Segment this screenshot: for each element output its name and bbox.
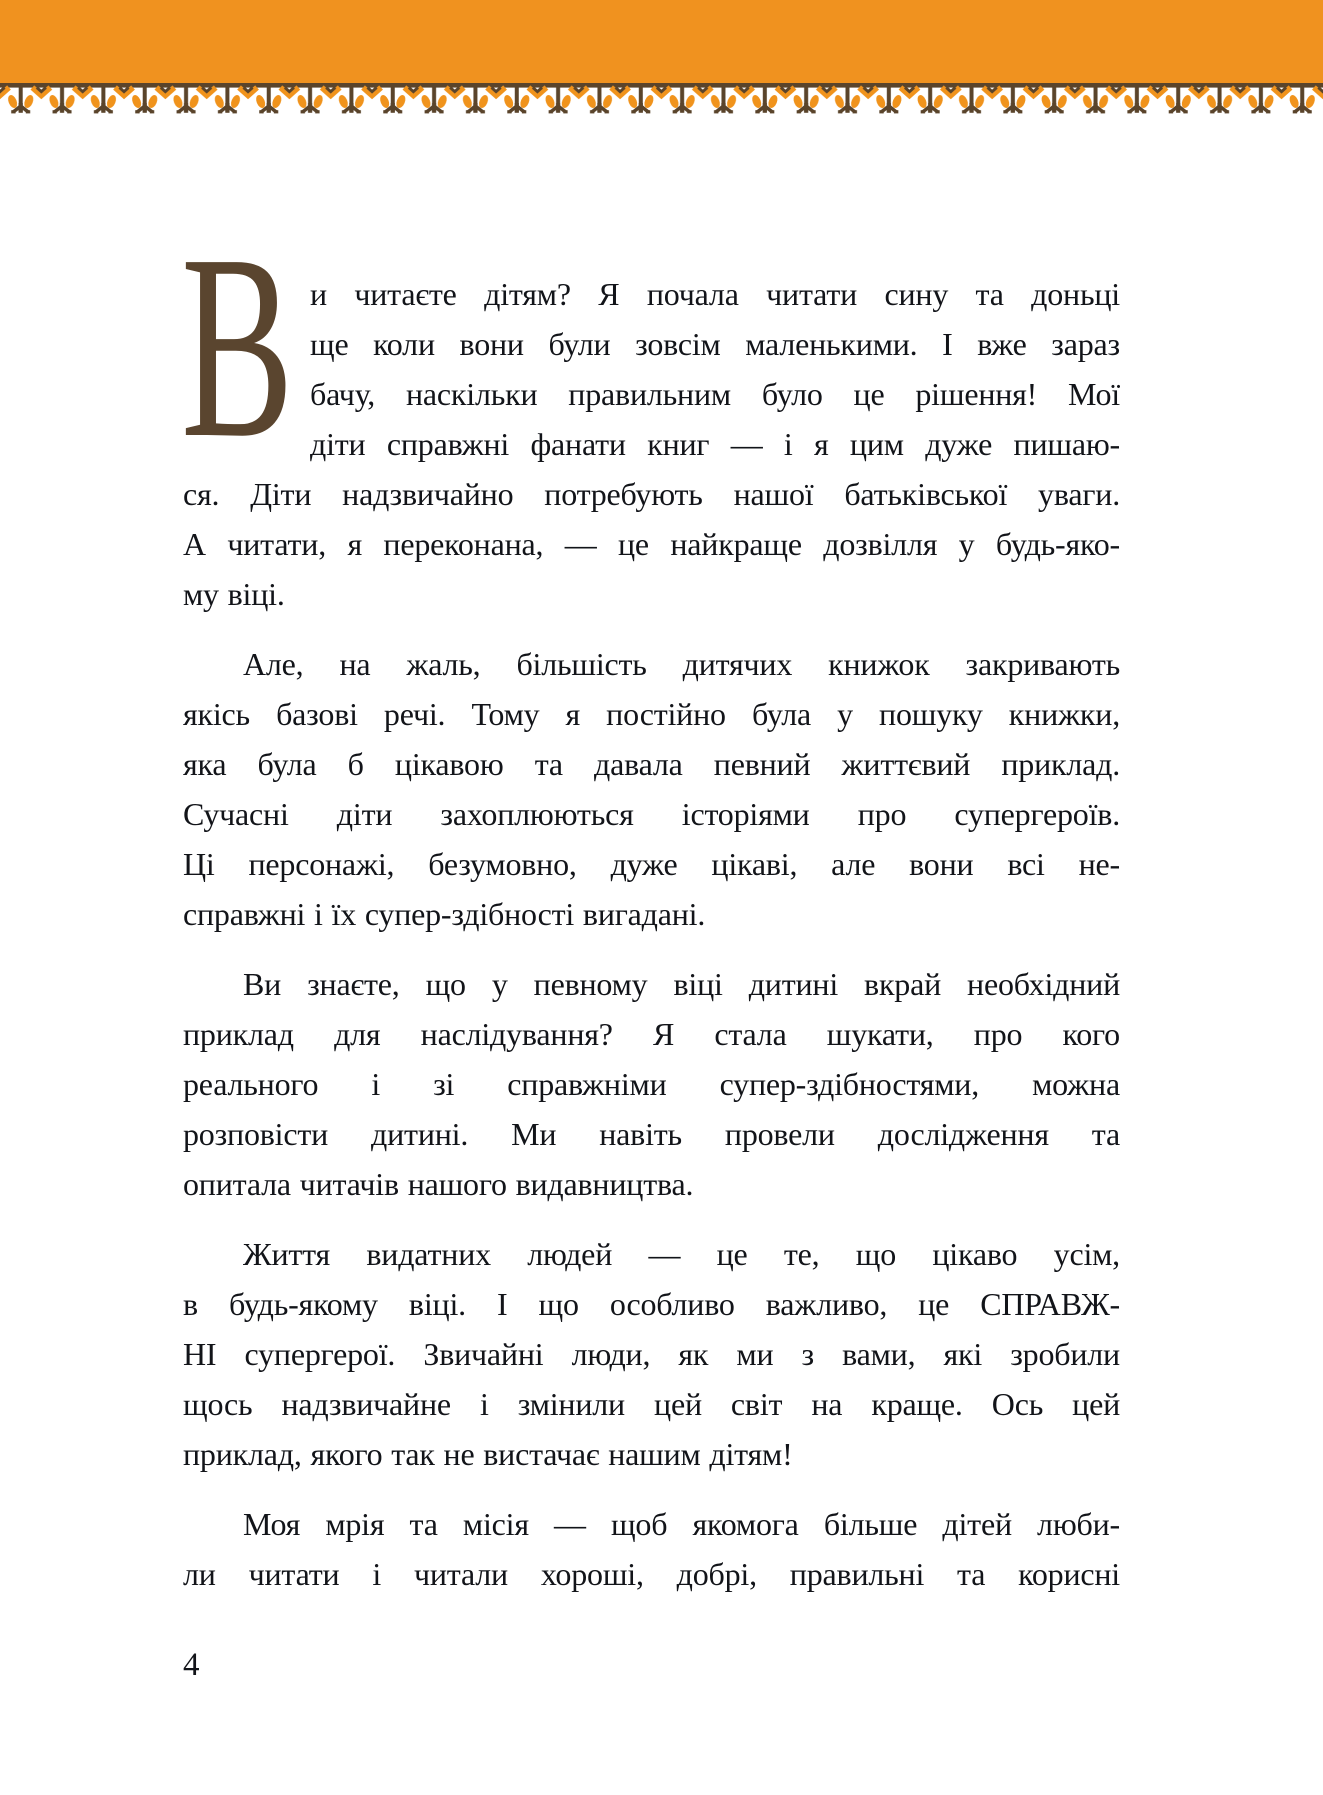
text-line: Сучасні діти захоплюються історіями про супергероїв. xyxy=(183,796,1120,832)
text-line: А читати, я переконана, — це найкраще дозвілля у будь-яко- xyxy=(183,526,1120,562)
page-number: 4 xyxy=(183,1647,200,1683)
text-line: НІ супергерої. Звичайні люди, як ми з вами, які зробили xyxy=(183,1336,1120,1372)
text-line: Ви знаєте, що у певному віці дитині вкрай необхідний xyxy=(243,966,1120,1002)
embroidery-border xyxy=(0,83,1323,117)
paragraph xyxy=(183,1499,1120,1599)
text-line: опитала читачів нашого видавництва. xyxy=(183,1166,694,1202)
paragraph xyxy=(183,1229,1120,1479)
text-line: ли читати і читали хороші, добрі, правильні та корисні xyxy=(183,1556,1120,1592)
text-line: приклад для наслідування? Я стала шукати, про кого xyxy=(183,1016,1120,1052)
text-line: и читаєте дітям? Я почала читати сину та доньці xyxy=(310,276,1120,312)
text-line: реального і зі справжніми супер-здібностями, можна xyxy=(183,1066,1120,1102)
text-line: му віці. xyxy=(183,576,285,612)
text-line: приклад, якого так не вистачає нашим дітям! xyxy=(183,1436,793,1472)
text-line: розповісти дитині. Ми навіть провели дослідження та xyxy=(183,1116,1120,1152)
text-line: в будь-якому віці. І що особливо важливо, це СПРАВЖ- xyxy=(183,1286,1120,1322)
paragraph xyxy=(183,269,1120,619)
text-line: справжні і їх супер-здібності вигадані. xyxy=(183,896,706,932)
text-line: Моя мрія та місія — щоб якомога більше дітей люби- xyxy=(243,1506,1120,1542)
header-orange-band xyxy=(0,0,1323,84)
text-line: ще коли вони були зовсім маленькими. І вже зараз xyxy=(310,326,1120,362)
text-line: Ці персонажі, безумовно, дуже цікаві, але вони всі не- xyxy=(183,846,1120,882)
text-line: якісь базові речі. Тому я постійно була у пошуку книжки, xyxy=(183,696,1120,732)
text-line: щось надзвичайне і змінили цей світ на краще. Ось цей xyxy=(183,1386,1120,1422)
text-line: Життя видатних людей — це те, що цікаво усім, xyxy=(243,1236,1120,1272)
text-line: Але, на жаль, більшість дитячих книжок закривають xyxy=(243,646,1120,682)
text-line: ся. Діти надзвичайно потребують нашої батьківської уваги. xyxy=(183,476,1120,512)
paragraph xyxy=(183,639,1120,939)
paragraph xyxy=(183,959,1120,1209)
body-text xyxy=(183,269,1120,1599)
text-line: діти справжні фанати книг — і я цим дуже пишаю- xyxy=(310,426,1120,462)
text-line: бачу, наскільки правильним було це рішення! Мої xyxy=(310,376,1120,412)
drop-cap-letter: В xyxy=(181,201,294,493)
text-line: яка була б цікавою та давала певний життєвий приклад. xyxy=(183,746,1120,782)
